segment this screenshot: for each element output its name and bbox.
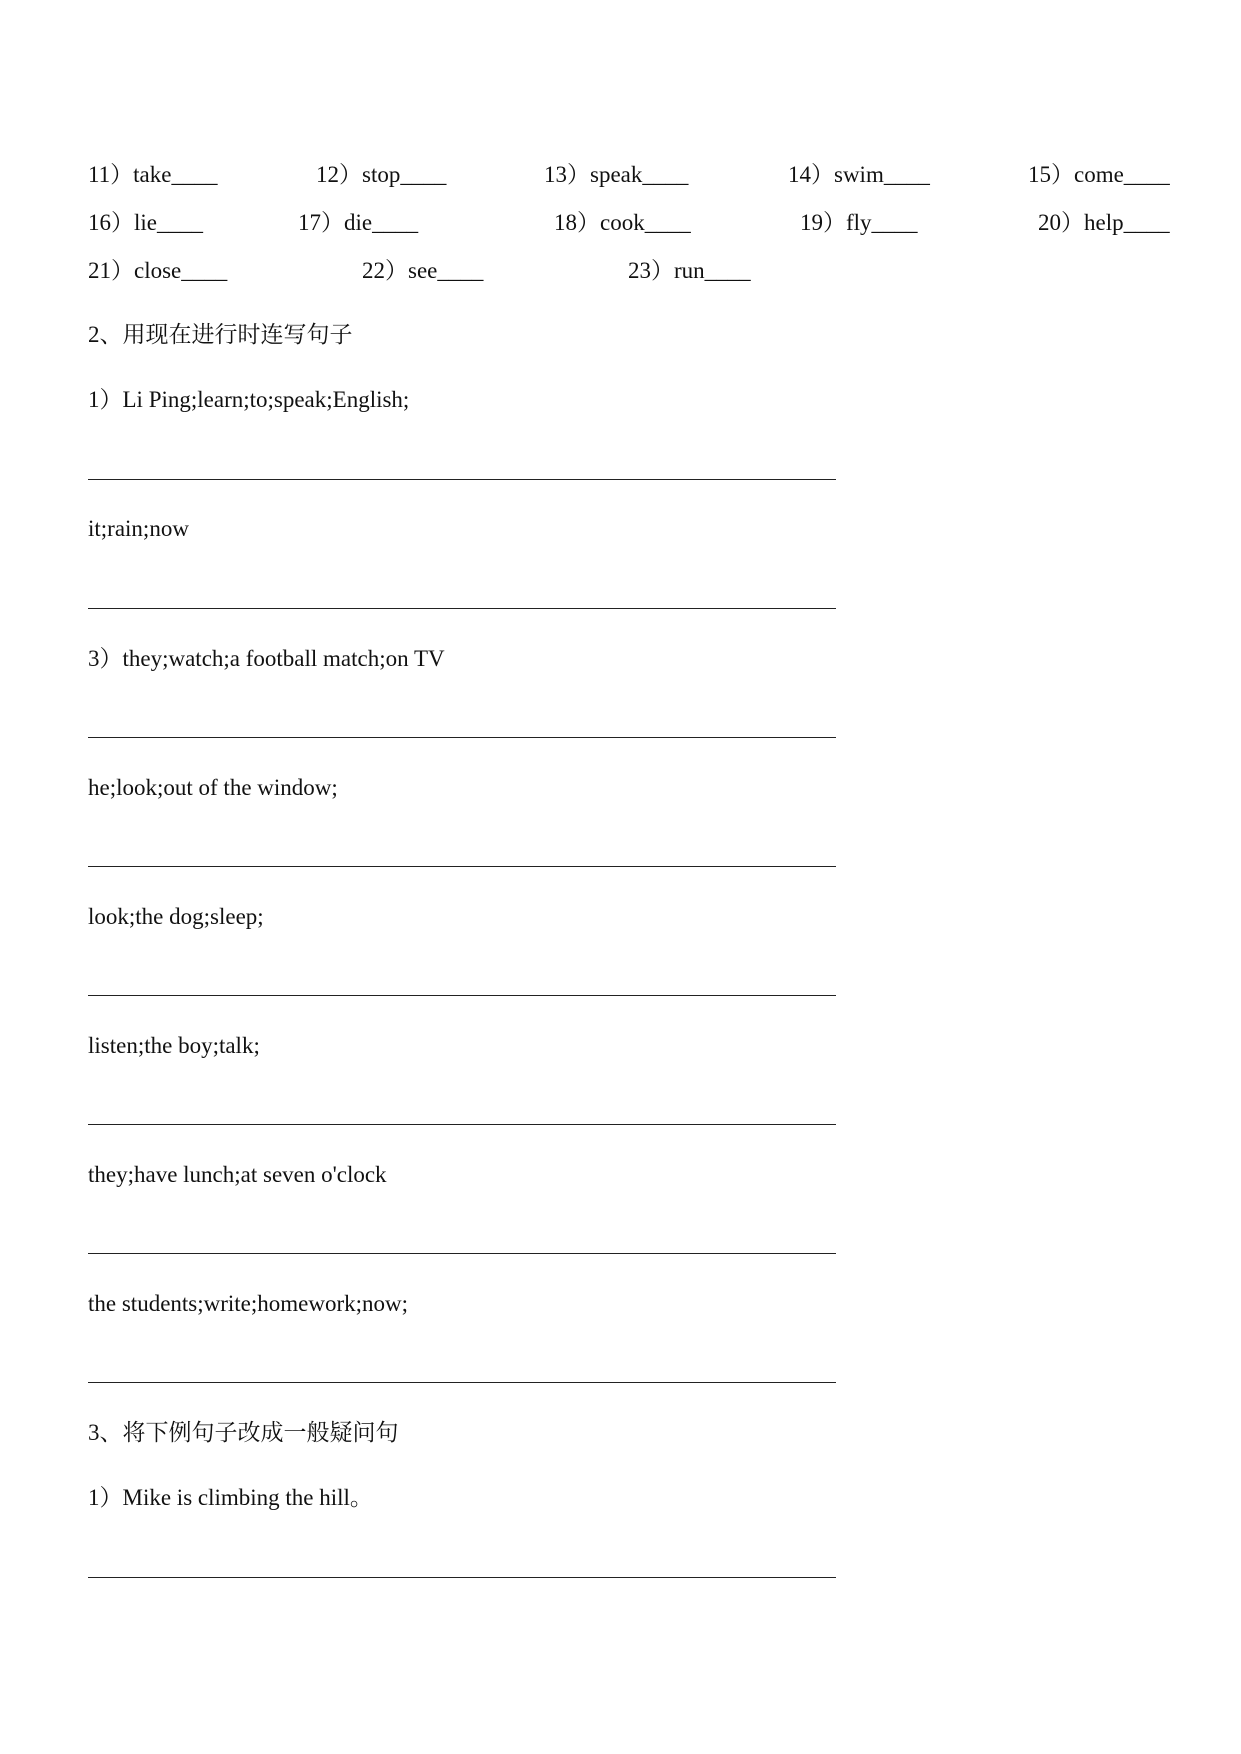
verb-item: 13）speak____ [544,162,689,187]
answer-line[interactable] [88,1124,836,1125]
exercise-prompt: 1）Mike is climbing the hill。 [88,1485,373,1510]
exercise-prompt: listen;the boy;talk; [88,1033,260,1058]
exercise-prompt: it;rain;now [88,516,189,541]
answer-line[interactable] [88,995,836,996]
exercise-prompt: 1）Li Ping;learn;to;speak;English; [88,387,410,412]
answer-line[interactable] [88,737,836,738]
answer-line[interactable] [88,1577,836,1578]
answer-line[interactable] [88,1253,836,1254]
answer-line[interactable] [88,866,836,867]
answer-line[interactable] [88,1382,836,1383]
verb-item: 15）come____ [1028,162,1170,187]
answer-line[interactable] [88,608,836,609]
verb-item: 21）close____ [88,258,228,283]
verb-item: 23）run____ [628,258,751,283]
verb-item: 22）see____ [362,258,484,283]
verb-item: 12）stop____ [316,162,447,187]
verb-item: 19）fly____ [800,210,918,235]
exercise-prompt: 3）they;watch;a football match;on TV [88,646,445,671]
section-3-title: 3、将下例句子改成一般疑问句 [88,1420,399,1445]
exercise-prompt: they;have lunch;at seven o'clock [88,1162,387,1187]
verb-item: 20）help____ [1038,210,1170,235]
verb-item: 16）lie____ [88,210,203,235]
exercise-prompt: the students;write;homework;now; [88,1291,409,1316]
verb-item: 11）take____ [88,162,218,187]
answer-line[interactable] [88,479,836,480]
exercise-prompt: he;look;out of the window; [88,775,338,800]
section-2-title: 2、用现在进行时连写句子 [88,322,353,347]
verb-item: 14）swim____ [788,162,930,187]
verb-item: 17）die____ [298,210,419,235]
verb-item: 18）cook____ [554,210,691,235]
exercise-prompt: look;the dog;sleep; [88,904,264,929]
